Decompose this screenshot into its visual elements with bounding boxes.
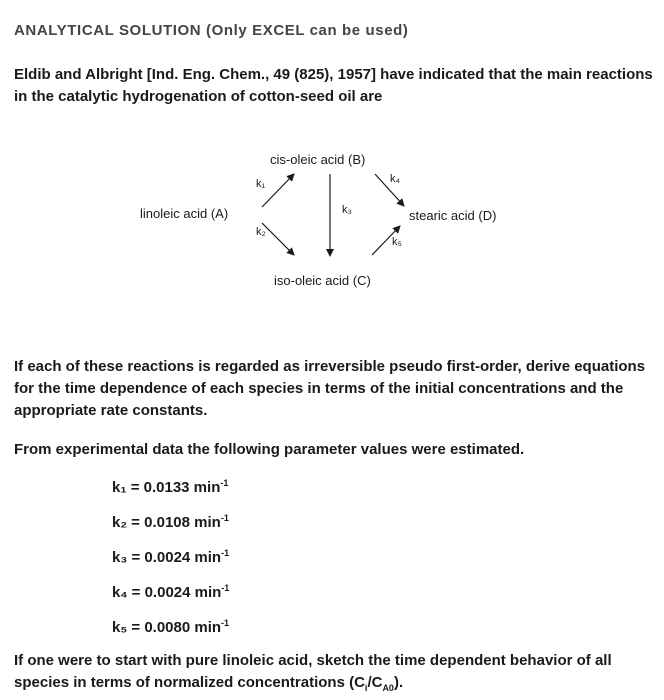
final-paragraph: If one were to start with pure linoleic acid, sketch the time dependent behavior of all species in terms of normalized concentrations $(C_i/C_{A0})$. <box>14 652 612 693</box>
estimated-intro: From experimental data the following parameter values were estimated. <box>14 441 525 458</box>
task-paragraph: If each of these reactions is regarded as irreversible pseudo first-order, derive equations for the time dependence of each species in terms of the initial concentrations and the appropriate rate constants. <box>14 358 646 419</box>
species-c-label: iso-oleic acid (C) <box>274 273 371 288</box>
section-heading: ANALYTICAL SOLUTION (Only EXCEL can be used) <box>14 22 409 39</box>
k2-label: k₂ <box>256 226 266 238</box>
k4-label: k₄ <box>390 173 400 185</box>
intro-paragraph: Eldib and Albright [Ind. Eng. Chem., 49 (825), 1957] have indicated that the main reactions in the catalytic hydrogenation of cotton-seed oil are <box>14 66 653 105</box>
parameter-k5: k₅ = 0.0080 $\min^{-1}$ <box>112 618 230 636</box>
k1-label: k₁ <box>256 178 266 190</box>
parameter-k3: k₃ = 0.0024 $\min^{-1}$ <box>112 548 230 566</box>
species-d-label: stearic acid (D) <box>409 208 497 223</box>
reaction-scheme-diagram <box>0 140 664 300</box>
arrow-a-to-b <box>262 174 294 207</box>
species-a-label: linoleic acid (A) <box>140 206 229 221</box>
species-b-label: cis-oleic acid (B) <box>270 152 366 167</box>
parameter-k4: k₄ = 0.0024 $\min^{-1}$ <box>112 583 230 601</box>
k3-label: k₃ <box>342 204 352 216</box>
parameter-k2: k₂ = 0.0108 $\min^{-1}$ <box>112 513 229 531</box>
arrow-a-to-c <box>262 223 294 255</box>
k5-label: k₅ <box>392 236 402 248</box>
parameter-k1: k₁ = 0.0133 $\min^{-1}$ <box>112 478 229 496</box>
